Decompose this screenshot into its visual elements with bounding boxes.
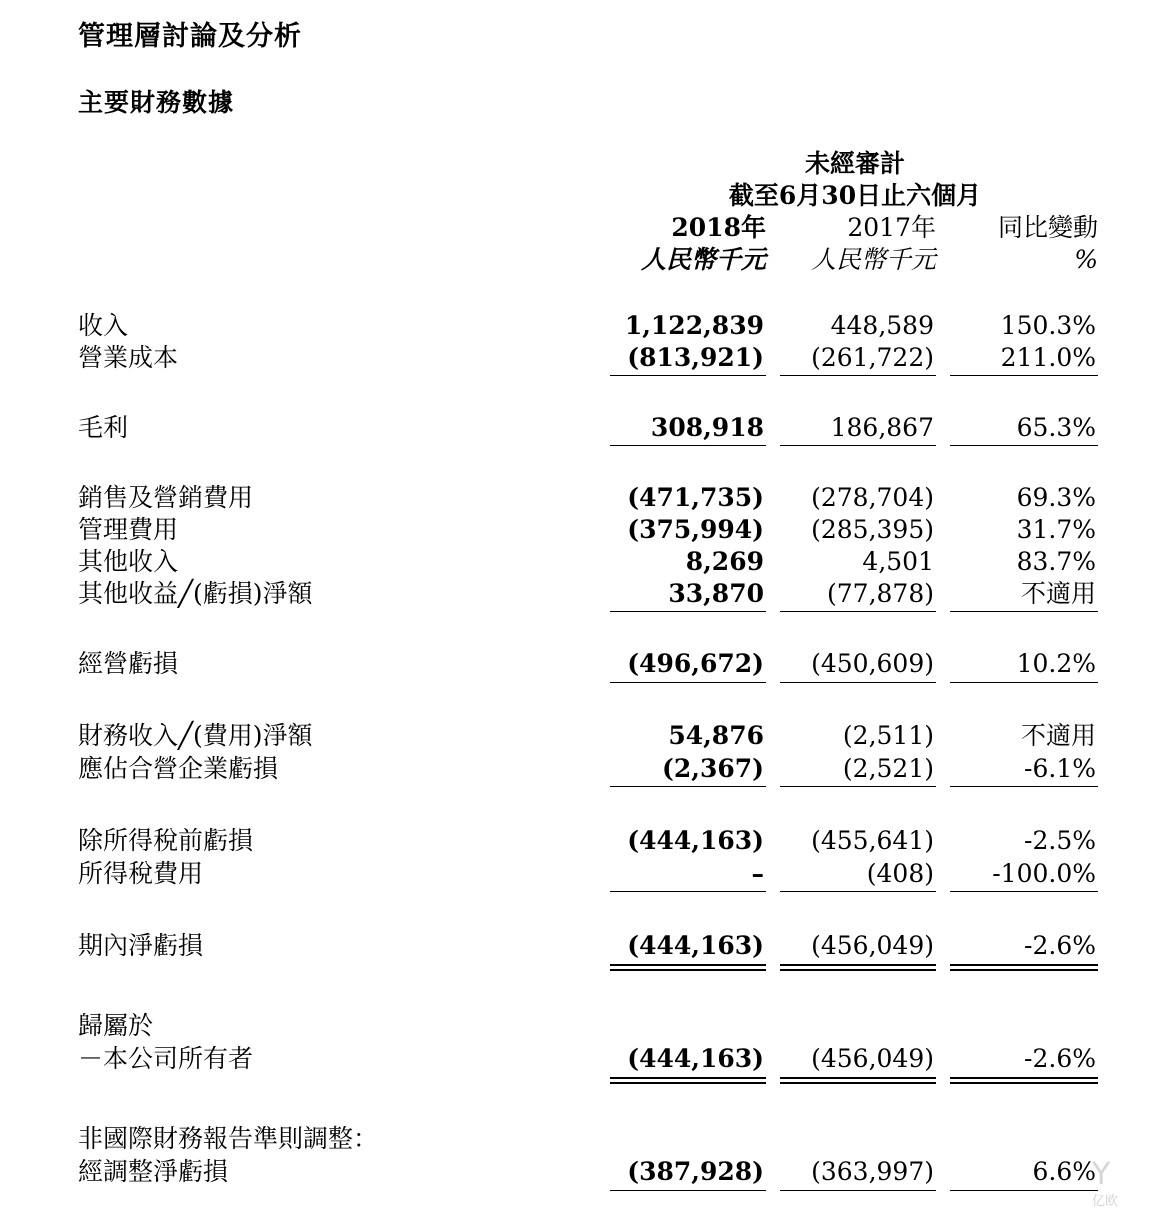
table-row [0, 824, 1162, 857]
watermark-text: 亿欧 [1092, 1194, 1119, 1209]
table-row [0, 545, 1162, 578]
subtotal-rule [950, 891, 1098, 892]
table-row [0, 577, 1162, 610]
table-row [0, 341, 1162, 374]
row-label: 除所得稅前虧損 [78, 826, 254, 855]
subtotal-rule [950, 1190, 1098, 1191]
row-label: 收入 [78, 311, 129, 340]
value-2017: (450,609) [811, 649, 934, 678]
row-label: 銷售及營銷費用 [78, 483, 254, 512]
row-label: 所得稅費用 [78, 859, 204, 888]
value-2017: (77,878) [827, 579, 934, 608]
value-2017: (285,395) [811, 515, 934, 544]
subtotal-rule [950, 682, 1098, 683]
subtotal-rule [610, 786, 766, 787]
table-row [0, 929, 1162, 962]
row-label: －本公司所有者 [78, 1044, 254, 1073]
value-2018: (444,163) [627, 931, 764, 960]
table-row [0, 309, 1162, 342]
subtotal-rule [610, 445, 766, 446]
subtotal-rule [950, 375, 1098, 376]
subtotal-rule [780, 682, 936, 683]
value-change: 83.7% [1016, 547, 1096, 576]
value-2018: (444,163) [627, 826, 764, 855]
value-2017: (363,997) [811, 1157, 934, 1186]
value-2017: (278,704) [811, 483, 934, 512]
table-row [0, 1122, 1162, 1155]
value-change: -6.1% [1024, 754, 1096, 783]
row-label: 財務收入╱(費用)淨額 [78, 721, 313, 750]
header-col-change: 同比變動 [997, 213, 1098, 242]
value-change: 65.3% [1016, 413, 1096, 442]
row-label: 經調整淨虧損 [78, 1157, 229, 1186]
total-double-rule [780, 964, 936, 971]
row-label: 歸屬於 [78, 1011, 154, 1040]
subtotal-rule [780, 1190, 936, 1191]
value-change: 不適用 [1020, 721, 1096, 750]
value-change: 31.7% [1016, 515, 1096, 544]
value-2018: 8,269 [685, 547, 764, 576]
value-2017: (2,511) [842, 721, 934, 750]
table-row [0, 857, 1162, 890]
row-label: 其他收益╱(虧損)淨額 [78, 579, 313, 608]
table-row [0, 1009, 1162, 1042]
page-title: 管理層討論及分析 [78, 21, 302, 52]
table-row [0, 481, 1162, 514]
subtotal-rule [780, 445, 936, 446]
row-label: 非國際財務報告準則調整： [78, 1124, 379, 1153]
watermark [1092, 1157, 1119, 1209]
value-change: -2.5% [1024, 826, 1096, 855]
table-row [0, 719, 1162, 752]
value-2018: (813,921) [627, 343, 764, 372]
value-change: -100.0% [992, 859, 1096, 888]
table-row [0, 1042, 1162, 1075]
value-2018: 33,870 [668, 579, 764, 608]
value-2018: 1,122,839 [624, 311, 764, 340]
table-row [0, 513, 1162, 546]
value-change: 10.2% [1016, 649, 1096, 678]
row-label: 應佔合營企業虧損 [78, 754, 279, 783]
table-row [0, 1155, 1162, 1192]
value-2018: (387,928) [627, 1157, 764, 1186]
value-2018: (471,735) [627, 483, 764, 512]
value-change: 不適用 [1020, 579, 1096, 608]
value-2017: (2,521) [842, 754, 934, 783]
value-2017: 186,867 [830, 413, 934, 442]
header-unit-2017: 人民幣千元 [810, 245, 936, 274]
subtotal-rule [780, 786, 936, 787]
value-2018: (375,994) [627, 515, 764, 544]
header-unit-change: % [1074, 245, 1098, 274]
header-col-2018: 2018年 [671, 213, 766, 242]
value-2018: – [751, 859, 764, 888]
value-2017: (456,049) [811, 931, 934, 960]
subtotal-rule [610, 1190, 766, 1191]
header-audit: 未經審計 [804, 149, 905, 178]
row-label: 管理費用 [78, 515, 179, 544]
value-2018: 54,876 [668, 721, 764, 750]
value-2018: (2,367) [662, 754, 764, 783]
value-change: 211.0% [1000, 343, 1096, 372]
subtotal-rule [950, 611, 1098, 612]
section-title: 主要財務數據 [78, 88, 235, 117]
subtotal-rule [950, 445, 1098, 446]
value-2017: 448,589 [830, 311, 934, 340]
total-double-rule [780, 1077, 936, 1084]
row-label: 其他收入 [78, 547, 179, 576]
total-double-rule [950, 1077, 1098, 1084]
subtotal-rule [950, 786, 1098, 787]
total-double-rule [610, 1077, 766, 1084]
value-2017: (456,049) [811, 1044, 934, 1073]
subtotal-rule [610, 375, 766, 376]
value-change: -2.6% [1024, 931, 1096, 960]
subtotal-rule [780, 891, 936, 892]
value-change: 69.3% [1016, 483, 1096, 512]
header-unit-2018: 人民幣千元 [640, 245, 766, 274]
header-col-2017: 2017年 [847, 213, 936, 242]
value-2018: (496,672) [627, 649, 764, 678]
value-2017: (455,641) [811, 826, 934, 855]
subtotal-rule [610, 891, 766, 892]
value-2017: (261,722) [811, 343, 934, 372]
subtotal-rule [610, 611, 766, 612]
subtotal-rule [610, 682, 766, 683]
row-label: 營業成本 [78, 343, 179, 372]
total-double-rule [950, 964, 1098, 971]
value-2018: 308,918 [650, 413, 764, 442]
subtotal-rule [780, 375, 936, 376]
table-row [0, 752, 1162, 785]
row-label: 毛利 [78, 413, 129, 442]
value-2018: (444,163) [627, 1044, 764, 1073]
row-label: 經營虧損 [78, 649, 179, 678]
value-2017: 4,501 [862, 547, 934, 576]
yiou-logo-icon: Y [1092, 1157, 1111, 1192]
subtotal-rule [780, 611, 936, 612]
header-period: 截至6月30日止六個月 [728, 181, 982, 210]
table-row [0, 647, 1162, 680]
value-change: -2.6% [1024, 1044, 1096, 1073]
value-change: 150.3% [1000, 311, 1096, 340]
table-row [0, 411, 1162, 444]
total-double-rule [610, 964, 766, 971]
value-2017: (408) [866, 859, 934, 888]
value-change: 6.6% [1032, 1157, 1096, 1186]
row-label: 期內淨虧損 [78, 931, 204, 960]
